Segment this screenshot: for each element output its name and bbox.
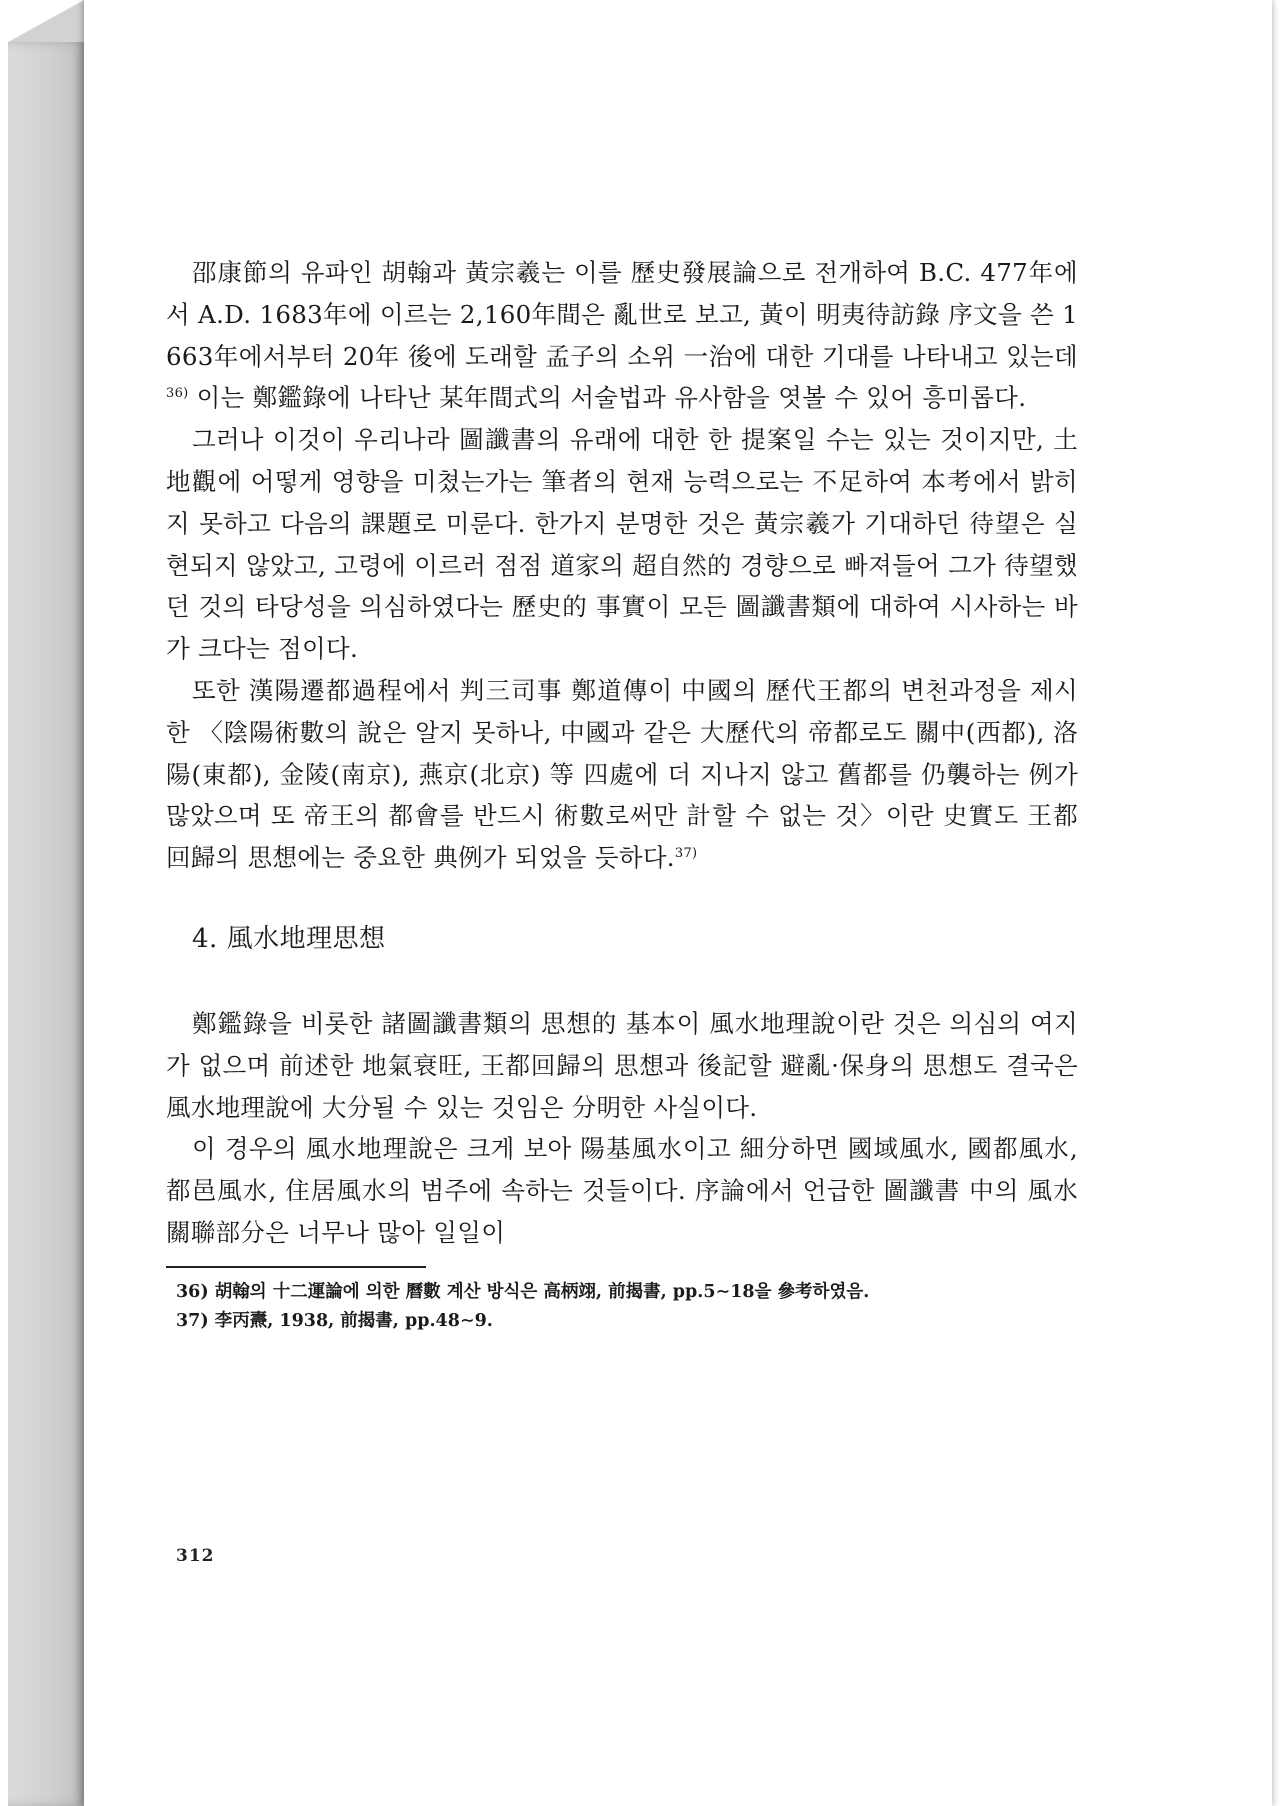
paragraph-1: 邵康節의 유파인 胡翰과 黃宗羲는 이를 歷史發展論으로 전개하여 B.C. 477年에서 A.D. 1683年에 이르는 2,160年間은 亂世로 보고, 黃이 明夷待訪錄 序文을 쓴 1663年에서부터 20年 後에 도래할 孟子의 소위 一治에 대한 기대를 나타내고 있는데$^{36)}$ 이는 鄭鑑錄에 나타난 某年間式의 서술법과 유사함을 엿볼 수 있어 흥미롭다. [166, 258, 1078, 413]
paragraph-3: 또한 漢陽遷都過程에서 判三司事 鄭道傳이 中國의 歷代王都의 변천과정을 제시한 〈陰陽術數의 說은 알지 못하나, 中國과 같은 大歷代의 帝都로도 關中(西都), 洛陽(東都), 金陵(南京), 燕京(北京) 等 四處에 더 지나지 않고 舊都를 仍襲하는 例가 많았으며 또 帝王의 都會를 반드시 術數로써만 計할 수 없는 것〉이란 史實도 王都回歸의 思想에는 중요한 典例가 되었을 듯하다.$^{37)}$ [166, 675, 1078, 873]
paragraph-4: 鄭鑑錄을 비롯한 諸圖讖書類의 思想的 基本이 風水地理說이란 것은 의심의 여지가 없으며 前述한 地氣衰旺, 王都回歸의 思想과 後記할 避亂·保身의 思想도 결국은 風水地理說에 大分될 수 있는 것임은 分明한 사실이다. [166, 1008, 1078, 1122]
page-number: 312 [176, 1546, 215, 1566]
footnote-divider [166, 1266, 426, 1268]
paragraph-2: 그러나 이것이 우리나라 圖讖書의 유래에 대한 한 提案일 수는 있는 것이지만, 土地觀에 어떻게 영향을 미쳤는가는 筆者의 현재 능력으로는 不足하여 本考에서 밝히지 못하고 다음의 課題로 미룬다. 한가지 분명한 것은 黃宗羲가 기대하던 待望은 실현되지 않았고, 고령에 이르러 점점 道家의 超自然的 경향으로 빠져들어 그가 待望했던 것의 타당성을 의심하였다는 歷史的 事實이 모든 圖讖書類에 대하여 시사하는 바가 크다는 점이다. [166, 425, 1078, 664]
paragraph-5: 이 경우의 風水地理說은 크게 보아 陽基風水이고 細分하면 國域風水, 國都風水, 都邑風水, 住居風水의 범주에 속하는 것들이다. 序論에서 언급한 圖讖書 中의 風水關聯部分은 너무나 많아 일일이 [166, 1134, 1078, 1247]
footnote-ref-37: 37) [674, 846, 698, 861]
page-content [166, 252, 1078, 1336]
footnote-36: 36) 胡翰의 十二運論에 의한 曆數 계산 방식은 高柄翊, 前揭書, pp.5∼18을 參考하였음. [176, 1281, 870, 1302]
book-spine [8, 42, 84, 1806]
book-spine-top [8, 0, 84, 42]
footnote-37: 37) 李丙燾, 1938, 前揭書, pp.48∼9. [176, 1310, 493, 1331]
section-heading: 4. 風水地理思想 [192, 923, 386, 954]
footnote-ref-36: 36) [166, 386, 189, 402]
